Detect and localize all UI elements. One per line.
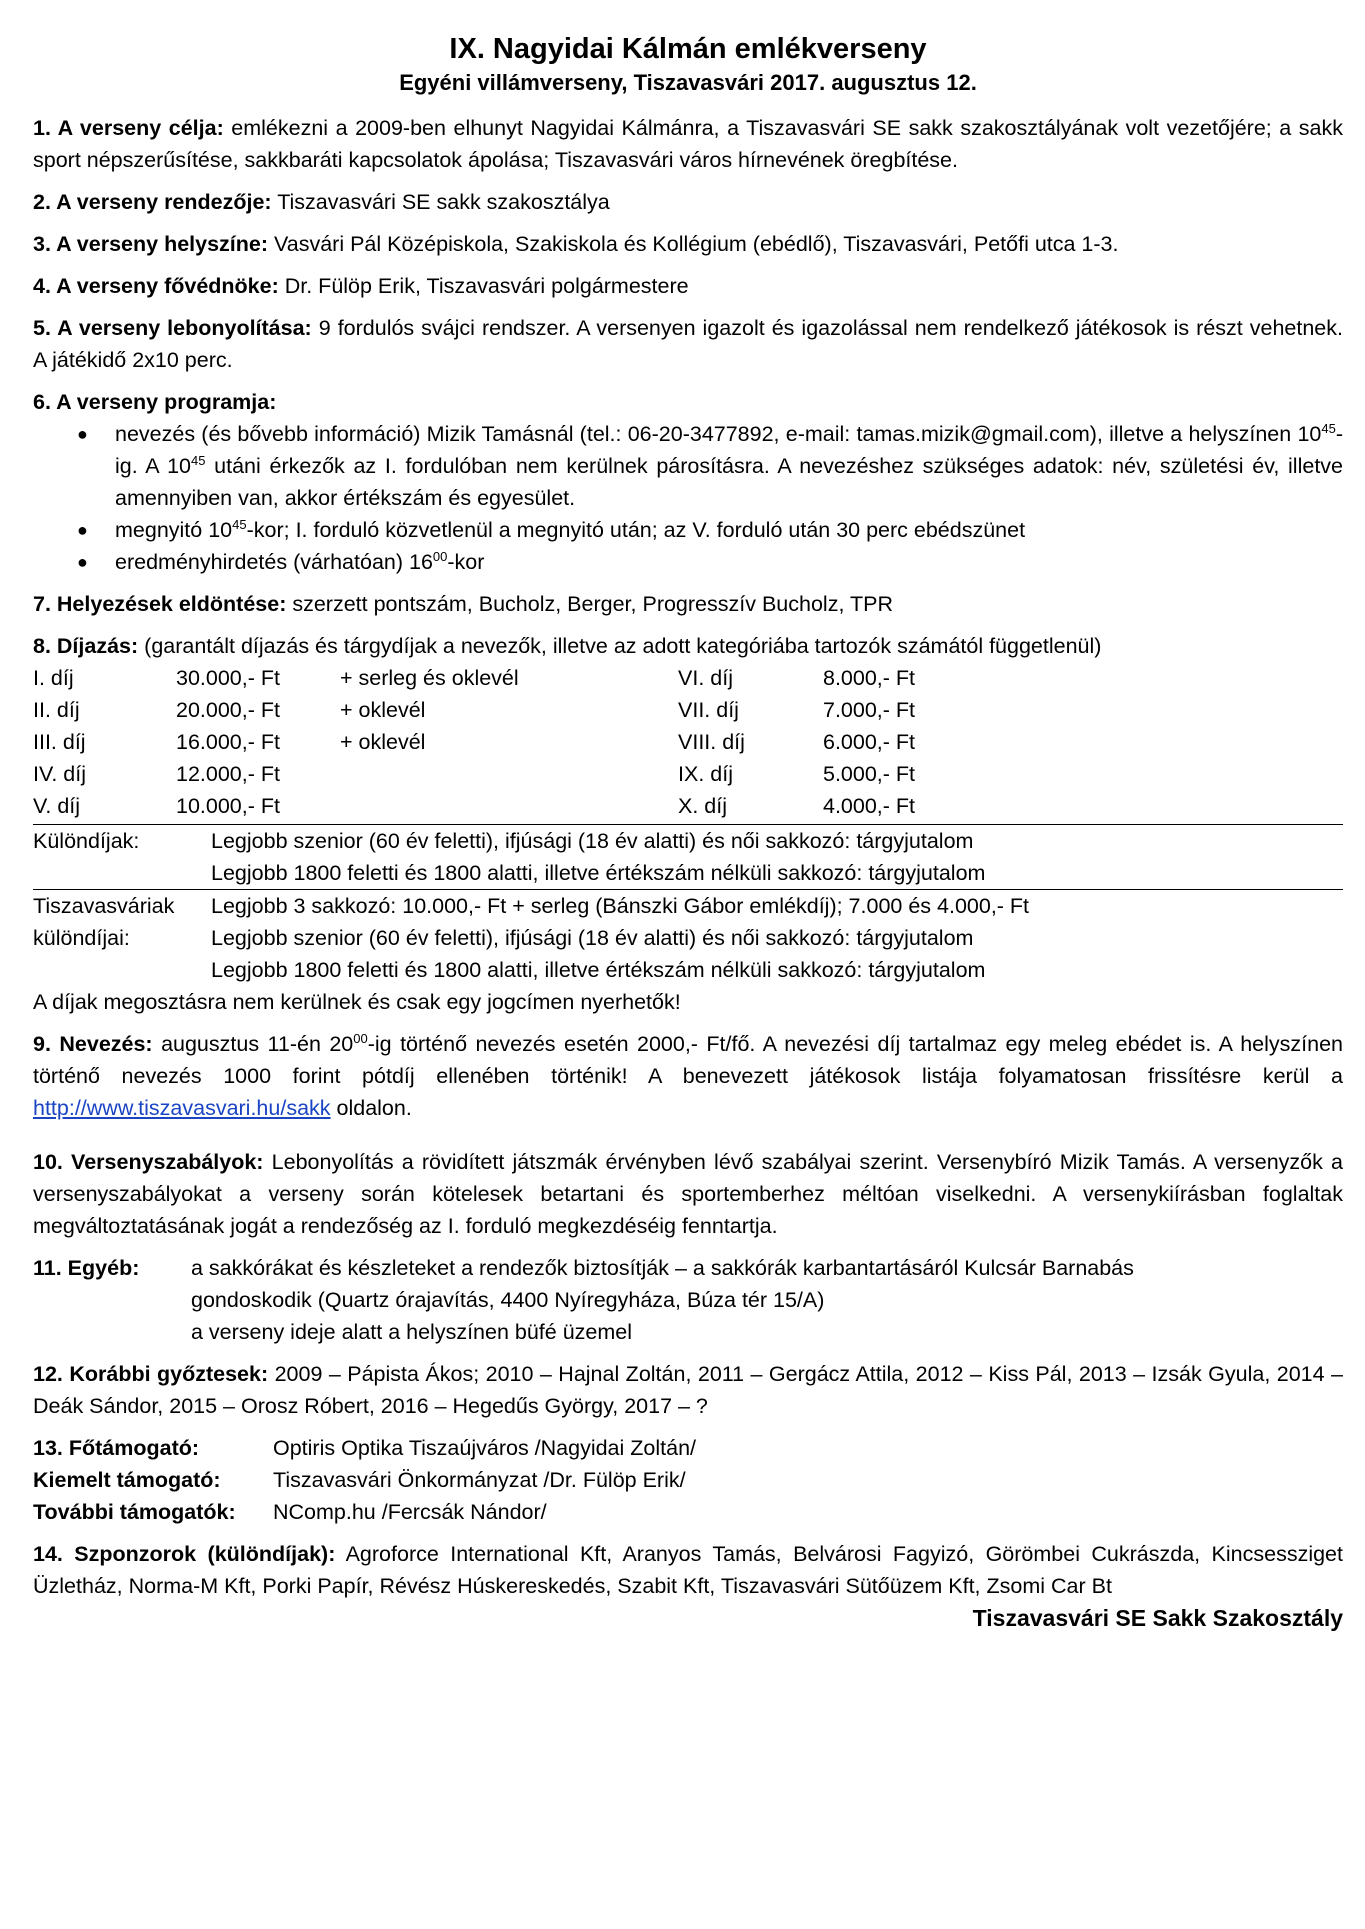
section-label: 10. Versenyszabályok: bbox=[33, 1150, 264, 1174]
prize-place: VI. díj bbox=[678, 666, 733, 690]
section-text: Vasvári Pál Középiskola, Szakiskola és Kollégium (ebédlő), Tiszavasvári, Petőfi utca 1-3. bbox=[274, 232, 1119, 256]
section-sponsors bbox=[33, 1538, 1343, 1602]
section-prizes bbox=[33, 630, 1343, 1018]
prize-amount: 12.000,- Ft bbox=[176, 762, 280, 786]
section-text: augusztus 11-én 20 bbox=[161, 1032, 354, 1056]
list-text: utáni érkezők az I. fordulóban nem kerülnek párosításra. A nevezéshez szükséges adatok: név, születési év, illetve amennyiben van, akkor értékszám és egyesület. bbox=[115, 454, 1343, 510]
list-text: -kor; I. forduló közvetlenül a megnyitó után; az V. forduló után 30 perc ebédszünet bbox=[246, 518, 1026, 542]
prize-place: VIII. díj bbox=[678, 730, 745, 754]
superscript: 45 bbox=[1321, 421, 1336, 436]
section-text: -ig történő nevezés esetén 2000,- Ft/fő. A nevezési díj tartalmaz egy meleg ebédet is. A helyszínen történő nevezés 1000 forint pótdíj ellenében történik! A benevezett játékosok listája folyamatosan frissítésre kerül a bbox=[33, 1032, 1343, 1088]
section-text: emlékezni a 2009-ben elhunyt Nagyidai Kálmánra, a Tiszavasvári SE sakk szakosztályának volt vezetőjére; a sakk sport népszerűsítése, sakkbaráti kapcsolatok ápolása; Tiszavasvári város hírnevének öregbítése. bbox=[33, 116, 1343, 172]
section-text: Dr. Fülöp Erik, Tiszavasvári polgármestere bbox=[284, 274, 689, 298]
prize-amount: 20.000,- Ft bbox=[176, 698, 280, 722]
prize-amount: 8.000,- Ft bbox=[823, 666, 916, 690]
special-prizes-label: Különdíjak: bbox=[33, 829, 140, 853]
section-text: oldalon. bbox=[330, 1096, 412, 1120]
local-prize-row bbox=[33, 922, 1343, 954]
bullet-icon: ● bbox=[77, 552, 88, 572]
supporter-label: Kiemelt támogató: bbox=[33, 1468, 221, 1492]
section-text: Lebonyolítás a rövidített játszmák érvényben lévő szabályai szerint. Versenybíró Mizik Tamás. A versenyzők a versenyszabályokat a verseny során kötelesek betartani és sportemberhez méltóan viselkedni. A versenykiírásban foglaltak megváltoztatásának jogát a rendezőség az I. forduló megkezdéséig fenntartja. bbox=[33, 1150, 1344, 1238]
supporter-label: További támogatók: bbox=[33, 1500, 236, 1524]
prize-amount: 5.000,- Ft bbox=[823, 762, 916, 786]
section-format bbox=[33, 312, 1343, 376]
special-prizes-table bbox=[33, 824, 1343, 890]
prize-amount: 6.000,- Ft bbox=[823, 730, 916, 754]
section-label: 8. Díjazás: bbox=[33, 634, 139, 658]
section-organizer bbox=[33, 186, 1343, 218]
section-label: 14. Szponzorok (különdíjak): bbox=[33, 1542, 336, 1566]
prize-extra: + oklevél bbox=[340, 730, 426, 754]
local-prize-text: Legjobb 1800 feletti és 1800 alatti, illetve értékszám nélküli sakkozó: tárgyjutalom bbox=[211, 958, 986, 982]
prize-place: IX. díj bbox=[678, 762, 733, 786]
supporter-name: Tiszavasvári Önkormányzat /Dr. Fülöp Erik/ bbox=[273, 1468, 686, 1492]
registration-link[interactable]: http://www.tiszavasvari.hu/sakk bbox=[33, 1096, 331, 1120]
superscript: 00 bbox=[353, 1031, 368, 1046]
list-text: nevezés (és bővebb információ) Mizik Tamásnál (tel.: 06-20-3477892, e-mail: tamas.mizik@gmail.com), illetve a helyszínen 10 bbox=[115, 422, 1322, 446]
prize-extra bbox=[340, 758, 678, 790]
local-prizes-label: különdíjai: bbox=[33, 926, 130, 950]
section-label: 4. A verseny fővédnöke: bbox=[33, 274, 279, 298]
prize-amount: 10.000,- Ft bbox=[176, 794, 280, 818]
prize-place: V. díj bbox=[33, 794, 81, 818]
local-prize-text: Legjobb 3 sakkozó: 10.000,- Ft + serleg (Bánszki Gábor emlékdíj); 7.000 és 4.000,- Ft bbox=[211, 894, 1030, 918]
prize-place: VII. díj bbox=[678, 698, 739, 722]
section-label: 11. Egyéb: bbox=[33, 1256, 140, 1280]
other-line: a verseny ideje alatt a helyszínen büfé üzemel bbox=[191, 1320, 633, 1344]
section-label: 6. A verseny programja: bbox=[33, 390, 277, 414]
section-supporters bbox=[33, 1432, 1343, 1528]
section-venue bbox=[33, 228, 1343, 260]
superscript: 45 bbox=[232, 517, 247, 532]
list-text: -ig. A 10 bbox=[115, 422, 1343, 478]
section-goal bbox=[33, 112, 1343, 176]
list-text: eredményhirdetés (várhatóan) 16 bbox=[115, 550, 433, 574]
document-page bbox=[33, 30, 1343, 1634]
section-rules bbox=[33, 1146, 1343, 1242]
list-item bbox=[77, 514, 1343, 546]
other-line: a sakkórákat és készleteket a rendezők biztosítják – a sakkórák karbantartásáról Kulcsár Barnabás bbox=[191, 1256, 1134, 1280]
document-subtitle: Egyéni villámverseny, Tiszavasvári 2017. augusztus 12. bbox=[399, 70, 977, 95]
section-label: 2. A verseny rendezője: bbox=[33, 190, 272, 214]
section-label: 12. Korábbi győztesek: bbox=[33, 1362, 269, 1386]
superscript: 00 bbox=[432, 549, 448, 564]
bullet-icon: ● bbox=[77, 520, 88, 540]
special-prize-text: Legjobb szenior (60 év feletti), ifjúsági (18 év alatti) és női sakkozó: tárgyjutalom bbox=[211, 829, 974, 853]
program-list bbox=[33, 418, 1343, 578]
prize-place: III. díj bbox=[33, 730, 86, 754]
local-prize-row bbox=[33, 954, 1343, 986]
section-patron bbox=[33, 270, 1343, 302]
section-text: szerzett pontszám, Bucholz, Berger, Progresszív Bucholz, TPR bbox=[292, 592, 893, 616]
section-label: 5. A verseny lebonyolítása: bbox=[33, 316, 312, 340]
section-winners bbox=[33, 1358, 1343, 1422]
special-prize-row bbox=[33, 857, 1343, 889]
local-prizes-label: Tiszavasváriak bbox=[33, 894, 175, 918]
list-item bbox=[77, 418, 1343, 514]
section-label: 7. Helyezések eldöntése: bbox=[33, 592, 287, 616]
prize-amount: 16.000,- Ft bbox=[176, 730, 280, 754]
list-text: -kor bbox=[447, 550, 485, 574]
prize-place: IV. díj bbox=[33, 762, 86, 786]
prize-place: II. díj bbox=[33, 698, 80, 722]
section-ranking bbox=[33, 588, 1343, 620]
section-text: 2009 – Pápista Ákos; 2010 – Hajnal Zoltán, 2011 – Gergácz Attila, 2012 – Kiss Pál, 2013 – Izsák Gyula, 2014 – Deák Sándor, 2015 – Orosz Róbert, 2016 – Hegedűs György, 2017 – ? bbox=[33, 1362, 1343, 1418]
local-prize-text: Legjobb szenior (60 év feletti), ifjúsági (18 év alatti) és női sakkozó: tárgyjutalom bbox=[211, 926, 974, 950]
prize-place: I. díj bbox=[33, 666, 74, 690]
section-label: 3. A verseny helyszíne: bbox=[33, 232, 269, 256]
supporter-name: Optiris Optika Tiszaújváros /Nagyidai Zoltán/ bbox=[273, 1436, 696, 1460]
special-prize-text: Legjobb 1800 feletti és 1800 alatti, illetve értékszám nélküli sakkozó: tárgyjutalom bbox=[211, 861, 986, 885]
section-text: Tiszavasvári SE sakk szakosztálya bbox=[277, 190, 610, 214]
section-text: (garantált díjazás és tárgydíjak a nevezők, illetve az adott kategóriába tartozók számától függetlenül) bbox=[144, 634, 1102, 658]
prize-extra: + oklevél bbox=[340, 698, 426, 722]
section-text: Agroforce International Kft, Aranyos Tamás, Belvárosi Fagyizó, Görömbei Cukrászda, Kincsessziget Üzletház, Norma-M Kft, Porki Papír, Révész Húskereskedés, Szabit Kft, Tiszavasvári Sütőüzem Kft, Zsomi Car Bt bbox=[33, 1542, 1343, 1598]
prize-extra: + serleg és oklevél bbox=[340, 666, 519, 690]
signature: Tiszavasvári SE Sakk Szakosztály bbox=[972, 1605, 1343, 1631]
prize-note: A díjak megosztásra nem kerülnek és csak egy jogcímen nyerhetők! bbox=[33, 990, 681, 1014]
list-text: megnyitó 10 bbox=[115, 518, 233, 542]
bullet-icon: ● bbox=[77, 424, 88, 444]
section-other bbox=[33, 1252, 1343, 1348]
superscript: 45 bbox=[191, 453, 206, 468]
supporter-name: NComp.hu /Fercsák Nándor/ bbox=[273, 1500, 547, 1524]
local-prize-row bbox=[33, 890, 1343, 922]
other-line: gondoskodik (Quartz órajavítás, 4400 Nyíregyháza, Búza tér 15/A) bbox=[191, 1288, 825, 1312]
section-entry bbox=[33, 1028, 1343, 1124]
section-label: 1. A verseny célja: bbox=[33, 116, 224, 140]
prize-amount: 7.000,- Ft bbox=[823, 698, 916, 722]
supporter-label: 13. Főtámogató: bbox=[33, 1436, 200, 1460]
prize-amount: 30.000,- Ft bbox=[176, 666, 280, 690]
section-program bbox=[33, 386, 1343, 578]
special-prize-row bbox=[33, 825, 1343, 857]
section-text: 9 fordulós svájci rendszer. A versenyen igazolt és igazolással nem rendelkező játékosok is részt vehetnek. A játékidő 2x10 perc. bbox=[33, 316, 1343, 372]
prize-amount: 4.000,- Ft bbox=[823, 794, 916, 818]
prize-extra bbox=[340, 790, 678, 822]
prize-table bbox=[33, 662, 1343, 822]
list-item bbox=[77, 546, 1343, 578]
document-title: IX. Nagyidai Kálmán emlékverseny bbox=[449, 33, 927, 65]
section-label: 9. Nevezés: bbox=[33, 1032, 153, 1056]
prize-place: X. díj bbox=[678, 794, 727, 818]
